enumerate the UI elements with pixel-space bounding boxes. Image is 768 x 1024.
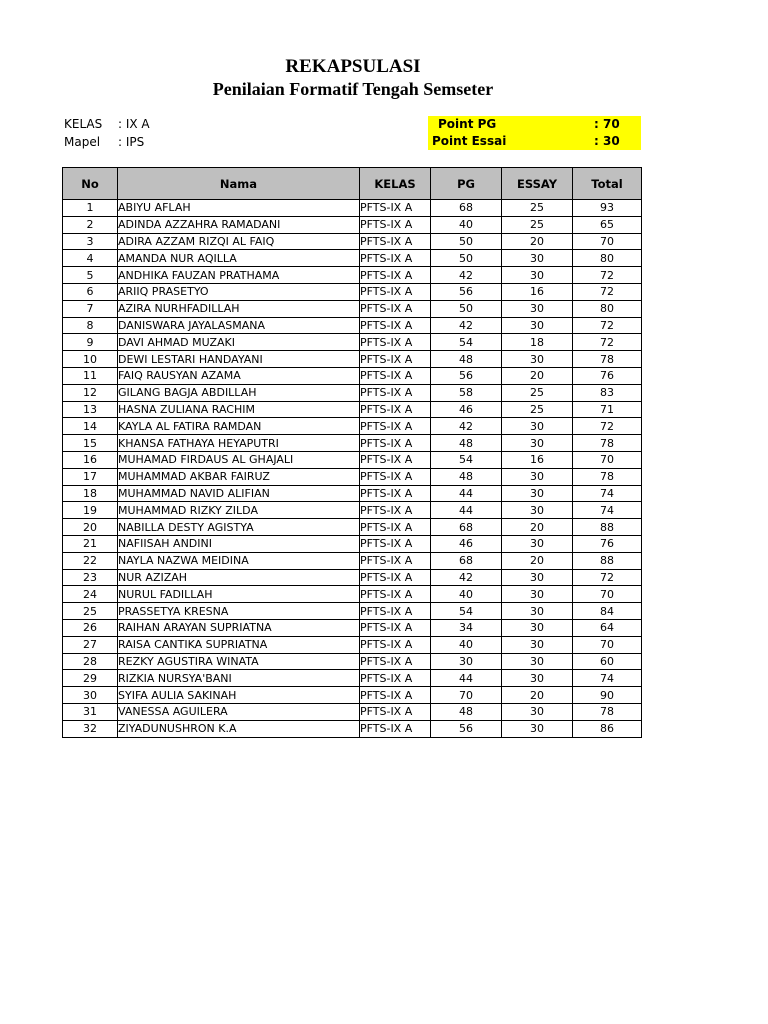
cell-kelas: PFTS-IX A	[360, 401, 431, 418]
cell-kelas: PFTS-IX A	[360, 653, 431, 670]
cell-total: 86	[573, 720, 642, 737]
cell-essay: 30	[502, 619, 573, 636]
kelas-info	[64, 117, 150, 131]
cell-nama: DEWI LESTARI HANDAYANI	[118, 351, 360, 368]
cell-total: 93	[573, 200, 642, 217]
cell-total: 88	[573, 552, 642, 569]
table-row	[63, 519, 642, 536]
cell-nama: AZIRA NURHFADILLAH	[118, 300, 360, 317]
cell-essay: 30	[502, 267, 573, 284]
cell-essay: 20	[502, 552, 573, 569]
cell-no: 28	[63, 653, 118, 670]
cell-kelas: PFTS-IX A	[360, 283, 431, 300]
cell-nama: ABIYU AFLAH	[118, 200, 360, 217]
cell-no: 3	[63, 233, 118, 250]
cell-kelas: PFTS-IX A	[360, 535, 431, 552]
cell-no: 6	[63, 283, 118, 300]
cell-pg: 70	[431, 687, 502, 704]
cell-no: 8	[63, 317, 118, 334]
cell-total: 76	[573, 535, 642, 552]
cell-no: 22	[63, 552, 118, 569]
cell-kelas: PFTS-IX A	[360, 603, 431, 620]
cell-kelas: PFTS-IX A	[360, 636, 431, 653]
cell-nama: MUHAMMAD NAVID ALIFIAN	[118, 485, 360, 502]
cell-kelas: PFTS-IX A	[360, 519, 431, 536]
mapel-label: Mapel	[64, 135, 101, 149]
cell-no: 19	[63, 502, 118, 519]
cell-total: 78	[573, 351, 642, 368]
cell-no: 15	[63, 435, 118, 452]
cell-nama: RIZKIA NURSYA'BANI	[118, 670, 360, 687]
header-nama: Nama	[118, 168, 360, 200]
cell-nama: NAYLA NAZWA MEIDINA	[118, 552, 360, 569]
cell-no: 30	[63, 687, 118, 704]
cell-no: 2	[63, 216, 118, 233]
cell-total: 70	[573, 451, 642, 468]
cell-no: 27	[63, 636, 118, 653]
table-row	[63, 720, 642, 737]
table-row	[63, 435, 642, 452]
cell-total: 80	[573, 250, 642, 267]
cell-kelas: PFTS-IX A	[360, 250, 431, 267]
header-pg: PG	[431, 168, 502, 200]
cell-nama: NABILLA DESTY AGISTYA	[118, 519, 360, 536]
cell-essay: 30	[502, 703, 573, 720]
cell-pg: 48	[431, 351, 502, 368]
cell-pg: 56	[431, 283, 502, 300]
table-row	[63, 485, 642, 502]
table-row	[63, 250, 642, 267]
cell-total: 70	[573, 636, 642, 653]
cell-kelas: PFTS-IX A	[360, 267, 431, 284]
cell-total: 78	[573, 703, 642, 720]
table-header-row	[63, 168, 642, 200]
cell-nama: AMANDA NUR AQILLA	[118, 250, 360, 267]
table-row	[63, 200, 642, 217]
cell-no: 21	[63, 535, 118, 552]
cell-essay: 30	[502, 653, 573, 670]
cell-kelas: PFTS-IX A	[360, 586, 431, 603]
table-row	[63, 670, 642, 687]
cell-kelas: PFTS-IX A	[360, 384, 431, 401]
cell-total: 80	[573, 300, 642, 317]
cell-kelas: PFTS-IX A	[360, 300, 431, 317]
cell-total: 76	[573, 367, 642, 384]
cell-nama: NUR AZIZAH	[118, 569, 360, 586]
point-pg-row	[428, 116, 641, 133]
cell-essay: 30	[502, 468, 573, 485]
cell-essay: 30	[502, 250, 573, 267]
point-essai-value: : 30	[594, 134, 620, 148]
cell-essay: 30	[502, 586, 573, 603]
cell-total: 72	[573, 418, 642, 435]
table-row	[63, 418, 642, 435]
cell-total: 64	[573, 619, 642, 636]
cell-total: 70	[573, 586, 642, 603]
cell-pg: 68	[431, 200, 502, 217]
cell-essay: 30	[502, 300, 573, 317]
cell-kelas: PFTS-IX A	[360, 334, 431, 351]
cell-essay: 30	[502, 485, 573, 502]
cell-no: 23	[63, 569, 118, 586]
cell-essay: 30	[502, 603, 573, 620]
cell-nama: DANISWARA JAYALASMANA	[118, 317, 360, 334]
cell-kelas: PFTS-IX A	[360, 233, 431, 250]
cell-essay: 25	[502, 384, 573, 401]
table-row	[63, 569, 642, 586]
cell-nama: MUHAMMAD RIZKY ZILDA	[118, 502, 360, 519]
cell-essay: 20	[502, 233, 573, 250]
mapel-value: : IPS	[118, 135, 145, 149]
table-row	[63, 535, 642, 552]
cell-kelas: PFTS-IX A	[360, 552, 431, 569]
cell-pg: 68	[431, 519, 502, 536]
table-row	[63, 619, 642, 636]
cell-no: 25	[63, 603, 118, 620]
cell-total: 90	[573, 687, 642, 704]
table-row	[63, 216, 642, 233]
table-row	[63, 451, 642, 468]
cell-kelas: PFTS-IX A	[360, 703, 431, 720]
kelas-label: KELAS	[64, 117, 103, 131]
cell-no: 14	[63, 418, 118, 435]
cell-nama: PRASSETYA KRESNA	[118, 603, 360, 620]
cell-total: 88	[573, 519, 642, 536]
cell-nama: ADIRA AZZAM RIZQI AL FAIQ	[118, 233, 360, 250]
cell-pg: 42	[431, 317, 502, 334]
cell-essay: 18	[502, 334, 573, 351]
table-row	[63, 603, 642, 620]
cell-pg: 44	[431, 502, 502, 519]
table-row	[63, 687, 642, 704]
cell-no: 9	[63, 334, 118, 351]
cell-no: 11	[63, 367, 118, 384]
page-title: REKAPSULASI	[285, 56, 421, 77]
cell-essay: 20	[502, 687, 573, 704]
cell-total: 74	[573, 502, 642, 519]
header-essay: ESSAY	[502, 168, 573, 200]
cell-no: 32	[63, 720, 118, 737]
cell-pg: 68	[431, 552, 502, 569]
cell-pg: 42	[431, 267, 502, 284]
mapel-info	[64, 135, 144, 149]
cell-kelas: PFTS-IX A	[360, 485, 431, 502]
cell-pg: 34	[431, 619, 502, 636]
cell-kelas: PFTS-IX A	[360, 720, 431, 737]
table-row	[63, 317, 642, 334]
cell-essay: 25	[502, 401, 573, 418]
cell-kelas: PFTS-IX A	[360, 451, 431, 468]
cell-total: 74	[573, 670, 642, 687]
cell-pg: 58	[431, 384, 502, 401]
table-row	[63, 384, 642, 401]
cell-kelas: PFTS-IX A	[360, 317, 431, 334]
cell-essay: 30	[502, 636, 573, 653]
header-no: No	[63, 168, 118, 200]
cell-no: 10	[63, 351, 118, 368]
table-row	[63, 334, 642, 351]
rekap-table	[62, 167, 642, 738]
cell-total: 78	[573, 468, 642, 485]
cell-pg: 56	[431, 720, 502, 737]
cell-total: 72	[573, 267, 642, 284]
cell-no: 1	[63, 200, 118, 217]
cell-kelas: PFTS-IX A	[360, 435, 431, 452]
cell-nama: DAVI AHMAD MUZAKI	[118, 334, 360, 351]
point-pg-label: Point PG	[438, 117, 497, 131]
cell-pg: 54	[431, 451, 502, 468]
cell-nama: VANESSA AGUILERA	[118, 703, 360, 720]
cell-nama: MUHAMAD FIRDAUS AL GHAJALI	[118, 451, 360, 468]
cell-pg: 30	[431, 653, 502, 670]
cell-total: 72	[573, 317, 642, 334]
cell-nama: KHANSA FATHAYA HEYAPUTRI	[118, 435, 360, 452]
cell-essay: 20	[502, 367, 573, 384]
cell-kelas: PFTS-IX A	[360, 687, 431, 704]
cell-pg: 50	[431, 250, 502, 267]
cell-essay: 30	[502, 670, 573, 687]
cell-essay: 30	[502, 535, 573, 552]
table-row	[63, 552, 642, 569]
points-box	[428, 116, 641, 150]
cell-no: 12	[63, 384, 118, 401]
cell-pg: 46	[431, 535, 502, 552]
cell-total: 72	[573, 569, 642, 586]
cell-nama: SYIFA AULIA SAKINAH	[118, 687, 360, 704]
cell-no: 7	[63, 300, 118, 317]
cell-nama: ARIIQ PRASETYO	[118, 283, 360, 300]
cell-total: 71	[573, 401, 642, 418]
cell-pg: 50	[431, 233, 502, 250]
cell-total: 70	[573, 233, 642, 250]
table-row	[63, 636, 642, 653]
cell-essay: 25	[502, 200, 573, 217]
cell-no: 31	[63, 703, 118, 720]
cell-total: 83	[573, 384, 642, 401]
table-row	[63, 468, 642, 485]
cell-pg: 42	[431, 418, 502, 435]
cell-nama: RAIHAN ARAYAN SUPRIATNA	[118, 619, 360, 636]
cell-pg: 48	[431, 435, 502, 452]
cell-no: 13	[63, 401, 118, 418]
cell-no: 29	[63, 670, 118, 687]
table-row	[63, 502, 642, 519]
cell-pg: 50	[431, 300, 502, 317]
cell-no: 16	[63, 451, 118, 468]
cell-essay: 16	[502, 451, 573, 468]
cell-no: 5	[63, 267, 118, 284]
table-row	[63, 401, 642, 418]
cell-pg: 54	[431, 603, 502, 620]
cell-nama: NAFIISAH ANDINI	[118, 535, 360, 552]
cell-kelas: PFTS-IX A	[360, 367, 431, 384]
cell-essay: 30	[502, 435, 573, 452]
cell-nama: HASNA ZULIANA RACHIM	[118, 401, 360, 418]
header-kelas: KELAS	[360, 168, 431, 200]
point-essai-label: Point Essai	[432, 134, 507, 148]
cell-kelas: PFTS-IX A	[360, 351, 431, 368]
cell-no: 18	[63, 485, 118, 502]
cell-essay: 30	[502, 720, 573, 737]
cell-pg: 56	[431, 367, 502, 384]
table-row	[63, 367, 642, 384]
cell-essay: 16	[502, 283, 573, 300]
cell-nama: KAYLA AL FATIRA RAMDAN	[118, 418, 360, 435]
cell-kelas: PFTS-IX A	[360, 670, 431, 687]
cell-total: 74	[573, 485, 642, 502]
cell-essay: 30	[502, 418, 573, 435]
cell-no: 26	[63, 619, 118, 636]
cell-total: 78	[573, 435, 642, 452]
cell-pg: 44	[431, 670, 502, 687]
table-row	[63, 653, 642, 670]
cell-total: 72	[573, 283, 642, 300]
table-row	[63, 283, 642, 300]
cell-no: 20	[63, 519, 118, 536]
kelas-value: : IX A	[118, 117, 150, 131]
cell-no: 17	[63, 468, 118, 485]
header-total: Total	[573, 168, 642, 200]
table-row	[63, 586, 642, 603]
cell-nama: MUHAMMAD AKBAR FAIRUZ	[118, 468, 360, 485]
table-body	[63, 200, 642, 738]
cell-essay: 20	[502, 519, 573, 536]
cell-pg: 48	[431, 468, 502, 485]
cell-pg: 40	[431, 586, 502, 603]
cell-total: 65	[573, 216, 642, 233]
cell-total: 72	[573, 334, 642, 351]
cell-nama: ANDHIKA FAUZAN PRATHAMA	[118, 267, 360, 284]
point-essai-row	[428, 133, 641, 150]
table-row	[63, 233, 642, 250]
table-row	[63, 351, 642, 368]
cell-essay: 30	[502, 351, 573, 368]
cell-nama: RAISA CANTIKA SUPRIATNA	[118, 636, 360, 653]
cell-pg: 48	[431, 703, 502, 720]
cell-nama: NURUL FADILLAH	[118, 586, 360, 603]
table-row	[63, 703, 642, 720]
cell-pg: 54	[431, 334, 502, 351]
cell-nama: REZKY AGUSTIRA WINATA	[118, 653, 360, 670]
table-row	[63, 300, 642, 317]
cell-no: 24	[63, 586, 118, 603]
cell-essay: 30	[502, 569, 573, 586]
cell-essay: 30	[502, 502, 573, 519]
cell-nama: ZIYADUNUSHRON K.A	[118, 720, 360, 737]
cell-total: 60	[573, 653, 642, 670]
cell-kelas: PFTS-IX A	[360, 200, 431, 217]
table-row	[63, 267, 642, 284]
cell-kelas: PFTS-IX A	[360, 216, 431, 233]
cell-nama: GILANG BAGJA ABDILLAH	[118, 384, 360, 401]
cell-kelas: PFTS-IX A	[360, 569, 431, 586]
cell-kelas: PFTS-IX A	[360, 468, 431, 485]
cell-kelas: PFTS-IX A	[360, 619, 431, 636]
cell-pg: 44	[431, 485, 502, 502]
cell-total: 84	[573, 603, 642, 620]
cell-essay: 30	[502, 317, 573, 334]
cell-pg: 46	[431, 401, 502, 418]
point-pg-value: : 70	[594, 117, 620, 131]
cell-kelas: PFTS-IX A	[360, 502, 431, 519]
cell-no: 4	[63, 250, 118, 267]
cell-pg: 40	[431, 216, 502, 233]
cell-nama: ADINDA AZZAHRA RAMADANI	[118, 216, 360, 233]
cell-pg: 40	[431, 636, 502, 653]
cell-nama: FAIQ RAUSYAN AZAMA	[118, 367, 360, 384]
page-subtitle: Penilaian Formatif Tengah Semseter	[212, 79, 494, 99]
cell-essay: 25	[502, 216, 573, 233]
cell-kelas: PFTS-IX A	[360, 418, 431, 435]
cell-pg: 42	[431, 569, 502, 586]
